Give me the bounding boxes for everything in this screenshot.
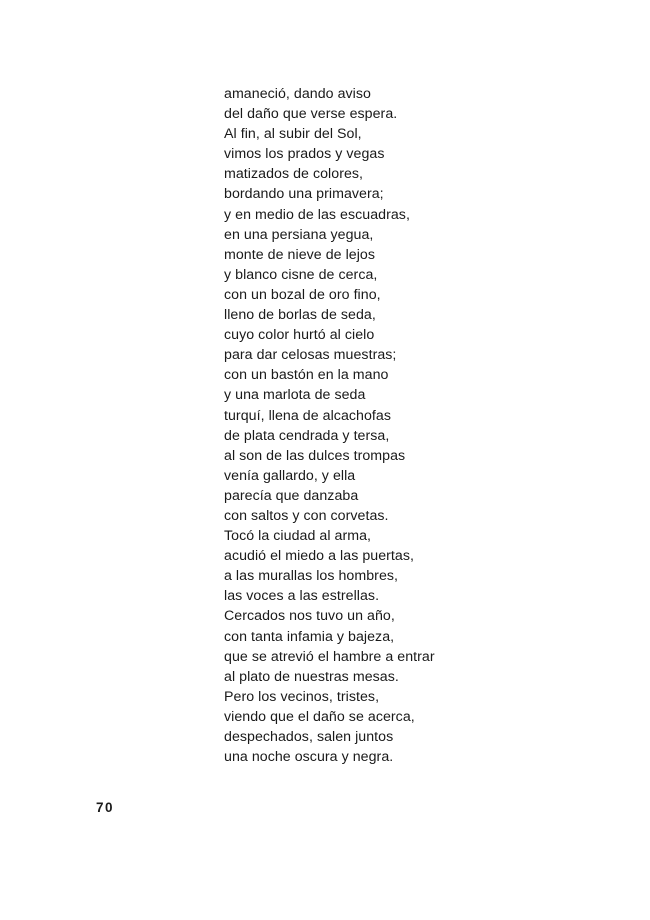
poem-line: una noche oscura y negra. <box>224 749 394 766</box>
poem-line: del daño que verse espera. <box>224 106 398 123</box>
poem-line: vimos los prados y vegas <box>224 146 385 163</box>
poem-line: Al fin, al subir del Sol, <box>224 126 362 143</box>
poem-line: con un bozal de oro fino, <box>224 286 381 303</box>
poem-line: las voces a las estrellas. <box>224 588 380 605</box>
poem-line: al plato de nuestras mesas. <box>224 668 399 685</box>
poem-line: bordando una primavera; <box>224 186 384 203</box>
poem-line: venía gallardo, y ella <box>224 467 356 484</box>
poem-line: y en medio de las escuadras, <box>224 206 410 223</box>
poem-line: y una marlota de seda <box>224 387 366 404</box>
poem-line: amaneció, dando aviso <box>224 86 371 102</box>
poem-line: monte de nieve de lejos <box>224 246 376 263</box>
poem-line: despechados, salen juntos <box>224 729 394 745</box>
poem-line: con tanta infamia y bajeza, <box>224 628 395 645</box>
poem-line: lleno de borlas de seda, <box>224 307 376 324</box>
poem-line: para dar celosas muestras; <box>224 347 397 364</box>
poem-line: de plata cendrada y tersa, <box>224 427 390 444</box>
poem-line: matizados de colores, <box>224 166 364 183</box>
poem-line: con saltos y con corvetas. <box>224 507 389 524</box>
poem-line: y blanco cisne de cerca, <box>224 266 378 283</box>
poem-line: acudió el miedo a las puertas, <box>224 548 414 565</box>
poem-line: parecía que danzaba <box>224 487 359 504</box>
poem-line: a las murallas los hombres, <box>224 568 399 585</box>
poem-line: cuyo color hurtó al cielo <box>224 327 375 344</box>
page-number: 70 <box>96 800 115 815</box>
poem-line: turquí, llena de alcachofas <box>224 407 391 424</box>
poem-line: Tocó la ciudad al arma, <box>224 528 372 545</box>
poem-text <box>224 84 604 767</box>
poem-line: al son de las dulces trompas <box>224 447 406 464</box>
poem-line: viendo que el daño se acerca, <box>224 708 415 725</box>
poem-line: que se atrevió el hambre a entrar <box>224 648 435 665</box>
poem-line: Pero los vecinos, tristes, <box>224 688 380 705</box>
poem-line: en una persiana yegua, <box>224 226 374 243</box>
poem-line: con un bastón en la mano <box>224 367 389 384</box>
poem-line: Cercados nos tuvo un año, <box>224 608 395 625</box>
